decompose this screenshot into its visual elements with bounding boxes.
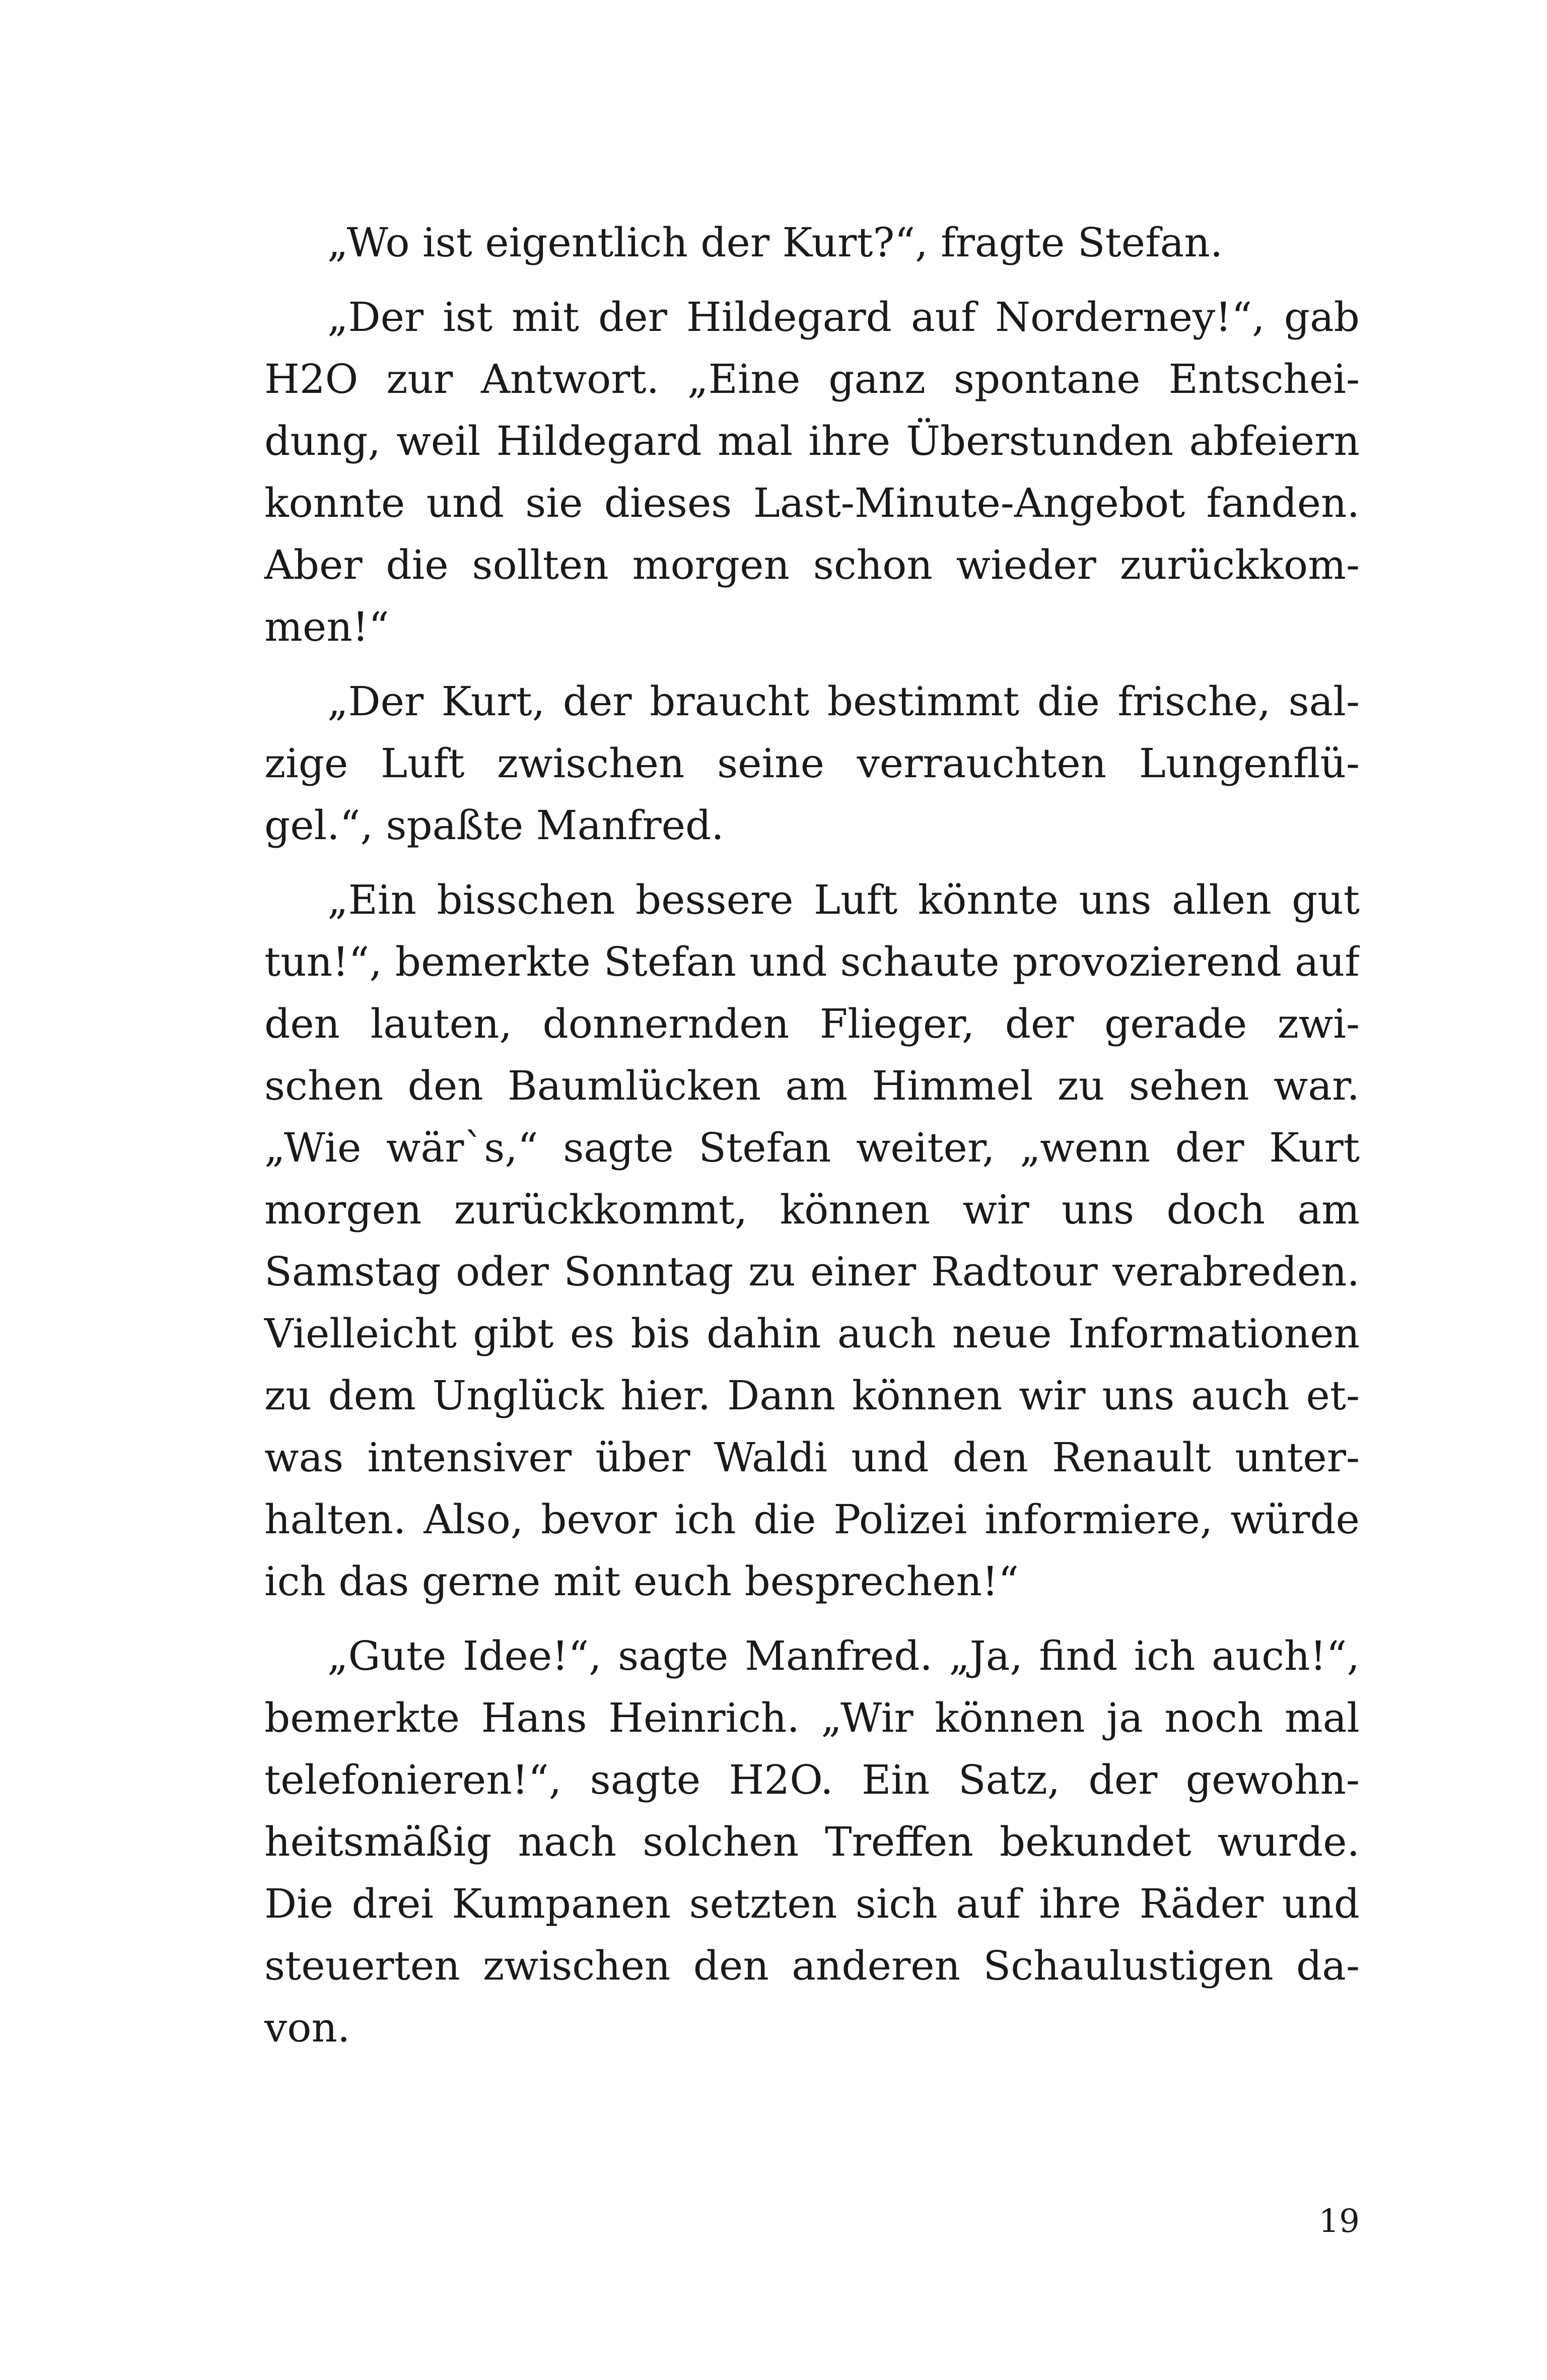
text-line: „Der Kurt, der braucht bestimmt die frische, sal- bbox=[327, 678, 1360, 725]
text-line: konnte und sie dieses Last-Minute-Angebot fanden. bbox=[264, 480, 1360, 526]
text-line: dung, weil Hildegard mal ihre Überstunden abfeiern bbox=[264, 418, 1360, 464]
text-line: Aber die sollten morgen schon wieder zurückkom- bbox=[264, 541, 1360, 588]
text-line: schen den Baumlücken am Himmel zu sehen war. bbox=[264, 1062, 1360, 1109]
text-line: „Gute Idee!“, sagte Manfred. „Ja, find ich auch!“, bbox=[327, 1633, 1360, 1679]
text-line: Die drei Kumpanen setzten sich auf ihre Räder und bbox=[264, 1880, 1360, 1927]
text-line: steuerten zwischen den anderen Schaulustigen da- bbox=[264, 1942, 1360, 1989]
text-line: Vielleicht gibt es bis dahin auch neue Informationen bbox=[264, 1310, 1360, 1357]
text-line: „Der ist mit der Hildegard auf Norderney!“, gab bbox=[327, 294, 1360, 341]
paragraph-4 bbox=[201, 869, 1360, 1612]
page-number: 19 bbox=[1318, 2203, 1360, 2240]
text-line: „Wie wär`s,“ sagte Stefan weiter, „wenn der Kurt bbox=[264, 1124, 1360, 1171]
text-line: halten. Also, bevor ich die Polizei informiere, würde bbox=[264, 1496, 1360, 1543]
text-line: von. bbox=[264, 2004, 350, 2051]
text-line: men!“ bbox=[264, 603, 389, 650]
body-text bbox=[201, 212, 1360, 2071]
text-line: „Wo ist eigentlich der Kurt?“, fragte Stefan. bbox=[327, 219, 1223, 266]
text-line: heitsmäßig nach solchen Treffen bekundet wurde. bbox=[264, 1818, 1360, 1865]
text-line: den lauten, donnernden Flieger, der gerade zwi- bbox=[264, 1000, 1360, 1047]
text-line: was intensiver über Waldi und den Renault unter- bbox=[264, 1434, 1360, 1481]
text-line: gel.“, spaßte Manfred. bbox=[264, 802, 724, 849]
paragraph-3 bbox=[201, 670, 1360, 856]
text-line: telefonieren!“, sagte H2O. Ein Satz, der gewohn- bbox=[264, 1756, 1360, 1803]
text-line: tun!“, bemerkte Stefan und schaute provozierend auf bbox=[264, 938, 1360, 985]
text-line: morgen zurückkommt, können wir uns doch am bbox=[264, 1186, 1360, 1233]
paragraph-5 bbox=[201, 1625, 1360, 2059]
paragraph-2 bbox=[201, 286, 1360, 658]
text-line: H2O zur Antwort. „Eine ganz spontane Entschei- bbox=[264, 356, 1360, 402]
text-line: Samstag oder Sonntag zu einer Radtour verabreden. bbox=[264, 1248, 1360, 1295]
text-line: zu dem Unglück hier. Dann können wir uns auch et- bbox=[264, 1372, 1360, 1419]
text-line: „Ein bisschen bessere Luft könnte uns allen gut bbox=[327, 876, 1360, 923]
text-line: zige Luft zwischen seine verrauchten Lungenflü- bbox=[264, 740, 1360, 787]
paragraph-1 bbox=[201, 212, 1360, 274]
text-line: bemerkte Hans Heinrich. „Wir können ja noch mal bbox=[264, 1694, 1360, 1741]
text-line: ich das gerne mit euch besprechen!“ bbox=[264, 1558, 1019, 1605]
